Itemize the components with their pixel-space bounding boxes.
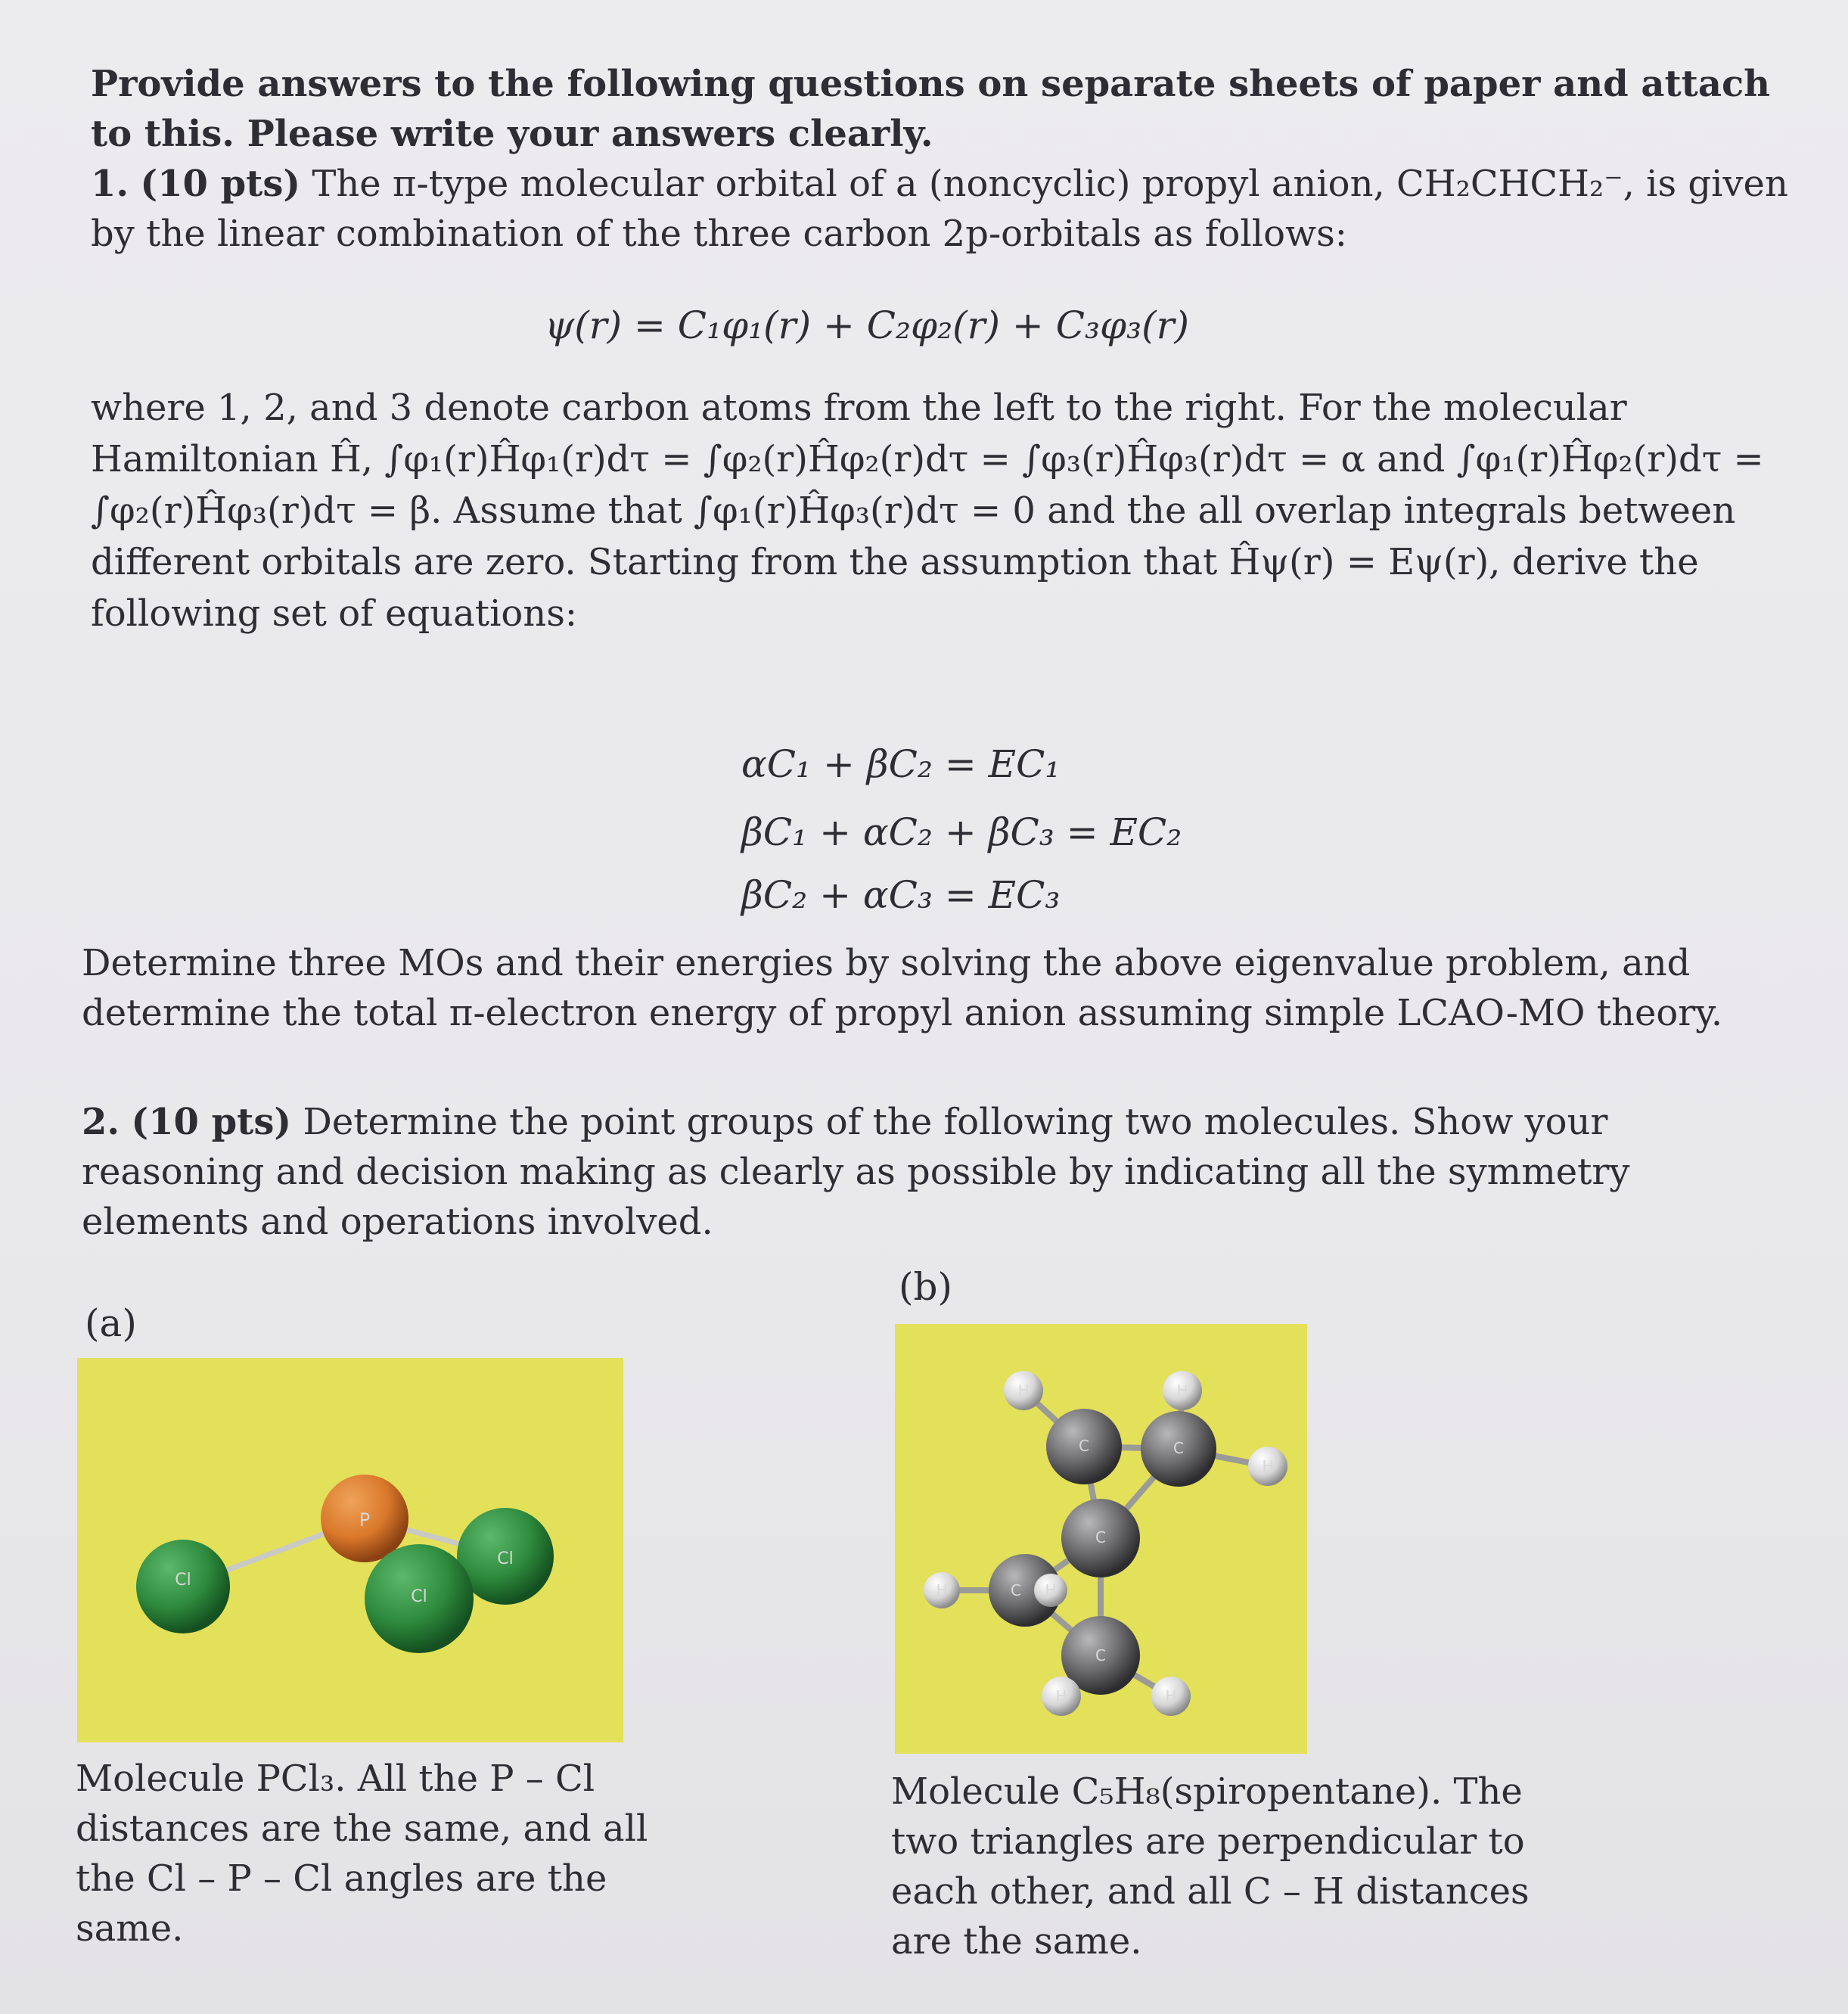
wavefunction-equation: ψ(r) = C₁φ₁(r) + C₂φ₂(r) + C₃φ₃(r) <box>545 303 1189 347</box>
molecule-b-label: (b) <box>899 1265 953 1309</box>
secular-equation-3: βC₂ + αC₃ = EC₃ <box>741 873 1061 917</box>
atom-label: Cl <box>175 1571 191 1590</box>
chlorine-atom-front <box>365 1544 474 1653</box>
atom-label: P <box>359 1509 371 1531</box>
question-2-intro <box>82 1097 1784 1247</box>
molecule-a-caption: Molecule PCl₃. All the P – Cl distances are the same, and all the Cl – P – Cl angles are the same. <box>76 1758 648 1950</box>
atom-label: H <box>936 1581 948 1599</box>
question-1-task: Determine three MOs and their energies by solving the above eigenvalue problem, and determine the total π-electron energy of propyl anion assuming simple LCAO-MO theory. <box>82 942 1723 1034</box>
atom-label: C <box>1011 1581 1021 1599</box>
hydrogen-atom <box>1034 1574 1067 1607</box>
atom-label: C <box>1173 1439 1184 1457</box>
chlorine-atom-left <box>136 1540 230 1633</box>
molecule-a-image <box>77 1358 623 1742</box>
hydrogen-atom <box>1004 1371 1043 1410</box>
atom-label: C <box>1095 1646 1106 1664</box>
pcl3-model <box>77 1358 623 1742</box>
question-1-conditions: where 1, 2, and 3 denote carbon atoms from the left to the right. For the molecular Hamiltonian Ĥ, ∫φ₁(r)Ĥφ₁(r)dτ = ∫φ₂(r)Ĥφ₂(r)dτ = ∫φ₃(r)Ĥφ₃(r)dτ = α and ∫φ₁(r)Ĥφ₂(r)dτ = ∫φ₂(r)Ĥφ₃(r)dτ = β. Assume that ∫φ₁(r)Ĥφ₃(r)dτ = 0 and the all overlap integrals between different orbitals are zero. Starting from the assumption that Ĥψ(r) = Eψ(r), derive the following set of equations: <box>91 387 1764 635</box>
spiro-carbon-atom <box>1061 1499 1140 1577</box>
atom-label: H <box>1262 1457 1274 1475</box>
atom-label: H <box>1045 1581 1057 1599</box>
molecule-b-caption: Molecule C₅H₈(spiropentane). The two triangles are perpendicular to each other, and all C – H distances are the same. <box>891 1770 1530 1963</box>
question-2-text: Determine the point groups of the following two molecules. Show your reasoning and decision making as clearly as possible by indicating all the symmetry elements and operations involved. <box>82 1101 1630 1243</box>
hydrogen-atom <box>1042 1677 1081 1716</box>
question-1-points: (10 pts) <box>140 163 301 205</box>
atom-label: H <box>1017 1382 1030 1400</box>
hydrogen-atom <box>1163 1371 1202 1410</box>
atom-label: H <box>1176 1382 1188 1400</box>
spiropentane-model <box>895 1324 1307 1754</box>
secular-equation-1: αC₁ + βC₂ = EC₁ <box>741 742 1061 786</box>
hydrogen-atom <box>924 1572 960 1608</box>
hydrogen-atom <box>1248 1447 1287 1486</box>
atom-label: C <box>1079 1437 1089 1455</box>
atom-label: Cl <box>411 1587 427 1606</box>
question-1-intro <box>91 159 1793 259</box>
hydrogen-atom <box>1151 1677 1191 1716</box>
question-2-points: (10 pts) <box>131 1101 292 1143</box>
question-1-number: 1. <box>91 163 129 205</box>
phosphorus-atom <box>321 1475 408 1562</box>
secular-equation-2: βC₁ + αC₂ + βC₃ = EC₂ <box>741 810 1182 854</box>
atom-label: H <box>1055 1687 1067 1705</box>
atom-label: C <box>1095 1528 1106 1546</box>
carbon-atom <box>1141 1411 1216 1487</box>
question-2-number: 2. <box>82 1101 120 1143</box>
atom-label: H <box>1165 1687 1177 1705</box>
question-1-text: The π-type molecular orbital of a (noncyclic) propyl anion, CH₂CHCH₂⁻, is given by the linear combination of the three carbon 2p-orbitals as follows: <box>91 163 1788 255</box>
atom-label: Cl <box>497 1549 514 1568</box>
carbon-atom <box>1046 1409 1122 1484</box>
molecule-a-label: (a) <box>85 1301 137 1345</box>
molecule-b-image <box>895 1324 1307 1754</box>
instructions: Provide answers to the following questions on separate sheets of paper and attach to this. Please write your answers clearly. <box>91 63 1771 155</box>
